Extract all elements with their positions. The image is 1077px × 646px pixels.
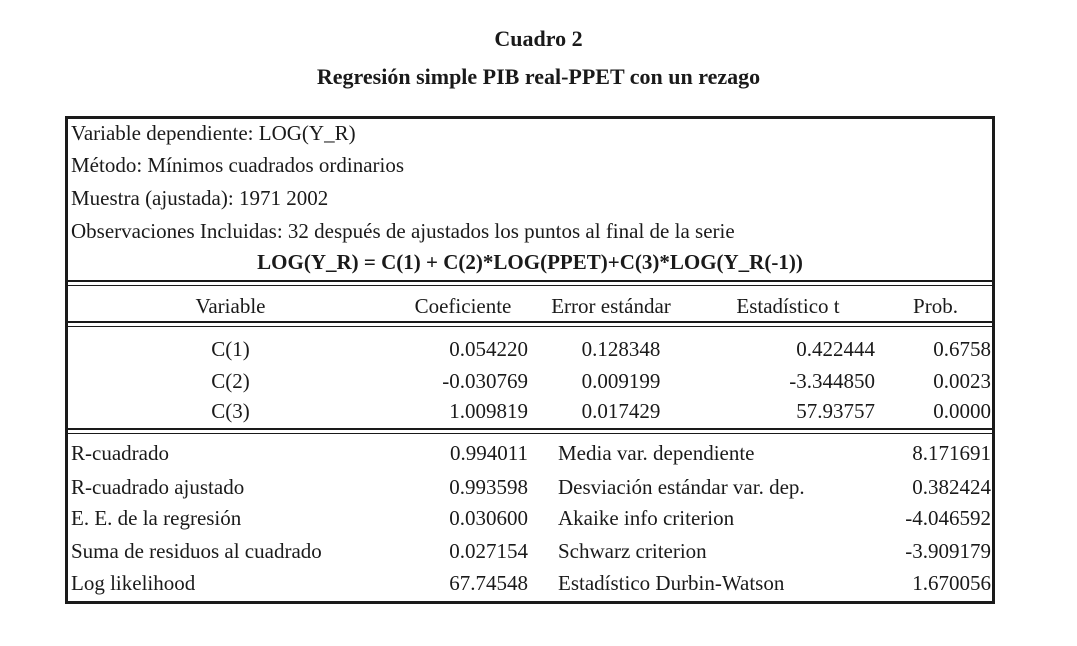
row-prob: 0.6758 [933, 337, 991, 361]
row-std-error: 0.009199 [581, 369, 661, 393]
stat-value: 0.030600 [449, 506, 528, 530]
row-t-statistic: 57.93757 [796, 399, 875, 423]
divider-line [68, 428, 992, 430]
sample-text: Muestra (ajustada): 1971 2002 [71, 186, 329, 210]
divider-line [68, 280, 992, 282]
stat-label: Desviación estándar var. dep. [558, 475, 805, 499]
stat-label: Akaike info criterion [558, 506, 735, 530]
observations-text: Observaciones Incluidas: 32 después de ajustados los puntos al final de la serie [71, 219, 735, 243]
row-std-error: 0.017429 [581, 399, 661, 423]
regression-table [65, 116, 995, 604]
stat-value: 67.74548 [449, 571, 528, 595]
divider-line [68, 433, 992, 434]
table-subtitle: Regresión simple PIB real-PPET con un rezago [316, 64, 761, 89]
stat-label: Schwarz criterion [558, 539, 707, 563]
row-t-statistic: 0.422444 [796, 337, 875, 361]
row-coefficient: 1.009819 [449, 399, 528, 423]
stat-value: -3.909179 [905, 539, 991, 563]
stat-label: R-cuadrado [71, 441, 169, 465]
header-prob: Prob. [913, 294, 958, 318]
row-coefficient: 0.054220 [449, 337, 528, 361]
row-variable: C(2) [211, 369, 250, 393]
stat-label: Media var. dependiente [558, 441, 755, 465]
header-std-error: Error estándar [551, 294, 671, 318]
row-coefficient: -0.030769 [442, 369, 528, 393]
stat-value: 1.670056 [912, 571, 991, 595]
stat-value: 0.994011 [450, 441, 528, 465]
row-t-statistic: -3.344850 [789, 369, 875, 393]
header-variable: Variable [195, 294, 266, 318]
header-coefficient: Coeficiente [414, 294, 512, 318]
method-text: Método: Mínimos cuadrados ordinarios [71, 153, 405, 177]
divider-line [68, 285, 992, 286]
header-t-statistic: Estadístico t [736, 294, 840, 318]
stat-value: -4.046592 [905, 506, 991, 530]
stat-value: 0.993598 [449, 475, 528, 499]
stat-value: 0.382424 [912, 475, 991, 499]
stat-label: R-cuadrado ajustado [71, 475, 245, 499]
divider-line [68, 326, 992, 327]
row-prob: 0.0023 [933, 369, 991, 393]
divider-line [68, 321, 992, 323]
stat-label: E. E. de la regresión [71, 506, 242, 530]
stat-label: Log likelihood [71, 571, 196, 595]
equation-text: LOG(Y_R) = C(1) + C(2)*LOG(PPET)+C(3)*LOG(Y_R(-1)) [257, 250, 803, 274]
stat-value: 8.171691 [912, 441, 991, 465]
stat-label: Estadístico Durbin-Watson [558, 571, 785, 595]
row-variable: C(1) [211, 337, 250, 361]
row-prob: 0.0000 [933, 399, 991, 423]
row-std-error: 0.128348 [581, 337, 661, 361]
dependent-variable-text: Variable dependiente: LOG(Y_R) [71, 121, 356, 145]
stat-value: 0.027154 [449, 539, 528, 563]
row-variable: C(3) [211, 399, 250, 423]
table-title: Cuadro 2 [494, 26, 583, 51]
stat-label: Suma de residuos al cuadrado [71, 539, 322, 563]
